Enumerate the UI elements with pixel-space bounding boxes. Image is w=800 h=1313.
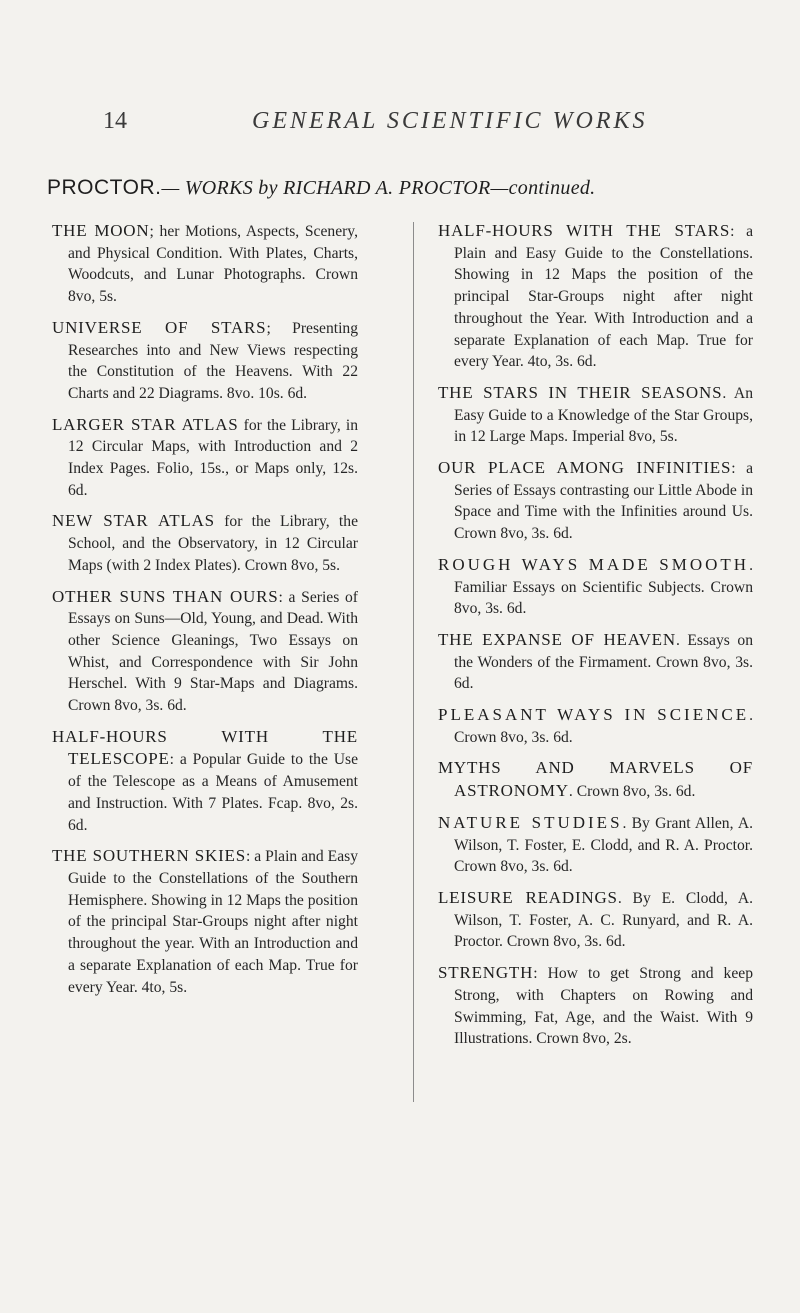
book-description: : a Popular Guide to the Use of the Telescope as a Means of Amusement and Instruction. With 7 Plates. Fcap. 8vo, 2s. 6d.: [68, 751, 358, 834]
book-description: : a Series of Essays on Suns—Old, Young, and Dead. With other Science Gleanings, Two Essays on Whist, and Correspondence with Sir John Herschel. With 9 Star-Maps and Diagrams. Crown 8vo, 3s. 6d.: [68, 588, 358, 715]
book-entry: [438, 704, 753, 748]
left-column: [52, 220, 358, 1007]
book-entry: [438, 382, 753, 448]
book-entry: [438, 812, 753, 878]
author-name: PROCTOR.: [47, 176, 162, 199]
book-entry: [52, 220, 358, 308]
book-entry: [52, 414, 358, 502]
book-description: . Crown 8vo, 3s. 6d.: [568, 783, 696, 801]
book-entry: [52, 510, 358, 576]
book-entry: [438, 962, 753, 1050]
book-description: : a Series of Essays contrasting our Little Abode in Space and Time with the Infinities around Us. Crown 8vo, 3s. 6d.: [454, 460, 753, 543]
book-description: . Essays on the Wonders of the Firmament. Crown 8vo, 3s. 6d.: [454, 631, 753, 693]
book-title: THE MOON: [52, 221, 150, 240]
book-description: : How to get Strong and keep Strong, with Chapters on Rowing and Swimming, Fat, Age, and the Waist. With 9 Illustrations. Crown 8vo, 2s.: [454, 965, 753, 1048]
book-entry: [438, 887, 753, 953]
book-entry: [438, 554, 753, 620]
book-entry: [438, 757, 753, 802]
book-title: NEW STAR ATLAS: [52, 511, 215, 531]
book-title: HALF-HOURS WITH THE TELESCOPE: [52, 726, 358, 769]
book-description: for the Library, in 12 Circular Maps, with Introduction and 2 Index Pages. Folio, 15s., or Maps only, 12s. 6d.: [68, 416, 358, 499]
book-entry: [52, 586, 358, 717]
book-description: : a Plain and Easy Guide to the Constellations of the Southern Hemisphere. Showing in 12 Maps the position of the principal Star-Groups night after night throughout the year. With an Introduction and a separate Explanation of each Map. True for every Year. 4to, 5s.: [68, 848, 358, 996]
book-title: THE EXPANSE OF HEAVEN: [438, 629, 676, 649]
right-column: [438, 220, 753, 1059]
book-description: . Familiar Essays on Scientific Subjects. Crown 8vo, 3s. 6d.: [454, 556, 753, 618]
book-description: . An Easy Guide to a Knowledge of the Star Groups, in 12 Large Maps. Imperial 8vo, 5s.: [454, 384, 753, 446]
section-heading: [47, 176, 767, 200]
book-title: PLEASANT WAYS IN SCIENCE: [438, 705, 750, 725]
running-head: GENERAL SCIENTIFIC WORKS: [252, 108, 648, 134]
book-title: THE SOUTHERN SKIES: [52, 846, 246, 866]
book-description: . Crown 8vo, 3s. 6d.: [454, 707, 753, 746]
book-title: LARGER STAR ATLAS: [52, 414, 239, 434]
book-title: UNIVERSE OF STARS: [52, 317, 267, 337]
book-entry: [52, 845, 358, 998]
page-number: 14: [103, 108, 127, 134]
book-description: : a Plain and Easy Guide to the Constellations. Showing in 12 Maps the position of the principal Star-Groups night after night throughout the Year. With Introduction and a separate Explanation of each Map. True for every Year. 4to, 3s. 6d.: [454, 223, 753, 371]
book-entry: [52, 726, 358, 837]
book-title: LEISURE READINGS: [438, 887, 618, 907]
book-description: for the Library, the School, and the Observatory, in 12 Circular Maps (with 2 Index Plates). Crown 8vo, 5s.: [68, 513, 358, 574]
book-entry: [438, 220, 753, 373]
column-divider: [413, 222, 414, 1102]
book-entry: [438, 629, 753, 695]
book-title: STRENGTH: [438, 963, 534, 983]
book-title: NATURE STUDIES: [438, 812, 623, 832]
book-entry: [438, 457, 753, 545]
book-title: MYTHS AND MARVELS OF ASTRONOMY: [438, 758, 753, 801]
book-description: ; her Motions, Aspects, Scenery, and Physical Condition. With Plates, Charts, Woodcuts, and Lunar Photographs. Crown 8vo, 5s.: [68, 223, 358, 306]
book-title: ROUGH WAYS MADE SMOOTH: [438, 554, 750, 574]
book-title: OTHER SUNS THAN OURS: [52, 586, 279, 606]
book-entry: [52, 317, 358, 405]
book-description: ; Presenting Researches into and New Views respecting the Constitution of the Heavens. With 22 Charts and 22 Diagrams. 8vo. 10s. 6d.: [68, 319, 358, 402]
book-title: HALF-HOURS WITH THE STARS: [438, 221, 731, 240]
book-title: OUR PLACE AMONG INFINITIES: [438, 458, 732, 478]
book-description: . By E. Clodd, A. Wilson, T. Foster, A. C. Runyard, and R. A. Proctor. Crown 8vo, 3s. 6d.: [454, 889, 754, 951]
section-subtitle: — WORKS by RICHARD A. PROCTOR—continued.: [161, 177, 596, 199]
book-title: THE STARS IN THEIR SEASONS: [438, 382, 723, 402]
book-description: . By Grant Allen, A. Wilson, T. Foster, E. Clodd, and R. A. Proctor. Crown 8vo, 3s. 6d.: [454, 814, 753, 876]
